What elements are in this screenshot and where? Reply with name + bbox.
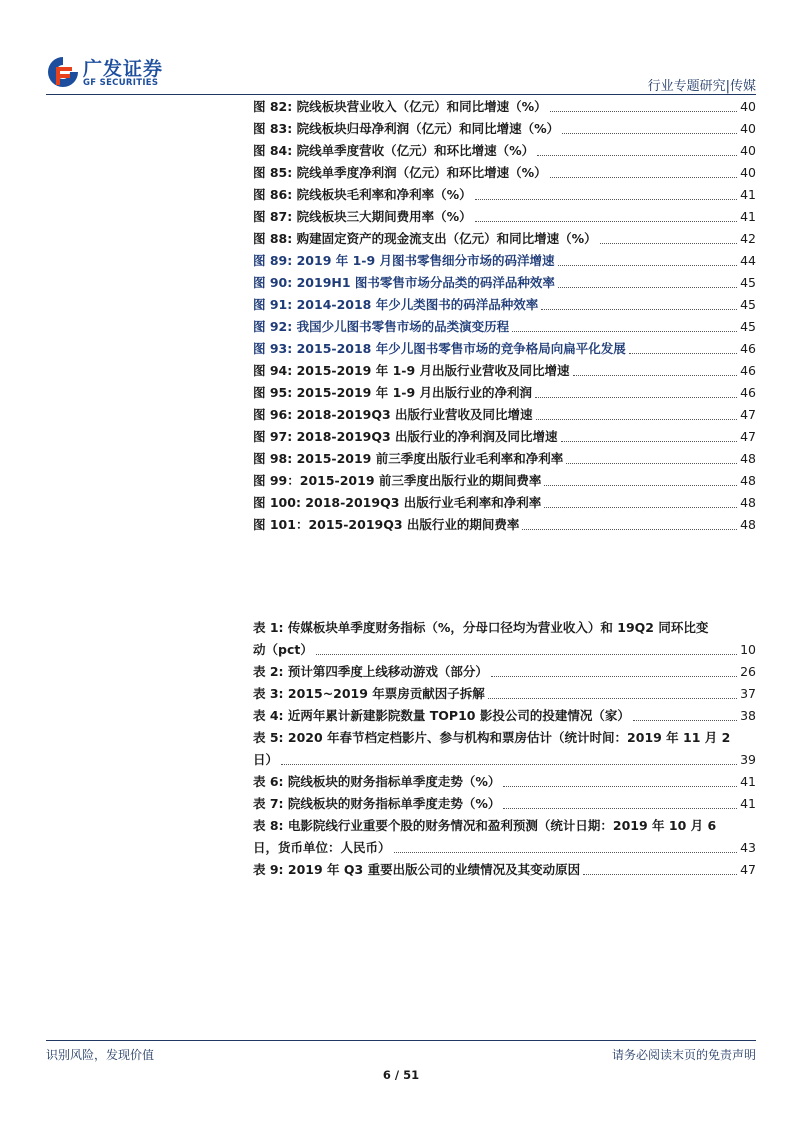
company-logo [46, 52, 174, 94]
dot-leader [316, 654, 737, 655]
toc-entry-label-continued: 日） [253, 752, 279, 767]
toc-entry-page: 40 [740, 143, 756, 158]
toc-entry-page: 42 [740, 231, 756, 246]
logo-english-text: GF SECURITIES [83, 78, 159, 88]
toc-entry[interactable] [253, 492, 756, 514]
dot-leader [522, 529, 737, 530]
toc-entry[interactable] [253, 514, 756, 536]
toc-entry[interactable] [253, 426, 756, 448]
toc-entry-label: 图 89: 2019 年 1-9 月图书零售细分市场的码洋增速 [253, 253, 555, 268]
footer-slogan: 识别风险，发现价值 [46, 1048, 155, 1062]
toc-entry[interactable] [253, 859, 756, 881]
dot-leader [281, 764, 737, 765]
toc-entry[interactable] [253, 815, 756, 859]
toc-entry-label: 表 6: 院线板块的财务指标单季度走势（%） [253, 774, 501, 789]
toc-entry-page: 41 [740, 209, 756, 224]
toc-entry-label: 图 96: 2018-2019Q3 出版行业营收及同比增速 [253, 407, 533, 422]
toc-entry[interactable] [253, 272, 756, 294]
toc-entry[interactable] [253, 382, 756, 404]
dot-leader [541, 309, 737, 310]
footer-disclaimer-note: 请务必阅读末页的免责声明 [611, 1048, 756, 1062]
dot-leader [558, 265, 738, 266]
toc-entry-page: 45 [740, 297, 756, 312]
dot-leader [573, 375, 738, 376]
header-divider [46, 94, 756, 95]
toc-entry[interactable] [253, 184, 756, 206]
toc-entry[interactable] [253, 771, 756, 793]
toc-entry-label: 表 8: 电影院线行业重要个股的财务情况和盈利预测（统计日期：2019 年 10 月 6 [253, 818, 717, 833]
toc-entry-label: 图 94: 2015-2019 年 1-9 月出版行业营收及同比增速 [253, 363, 570, 378]
toc-entry-label: 图 85: 院线单季度净利润（亿元）和环比增速（%） [253, 165, 547, 180]
toc-entry-label: 图 98: 2015-2019 前三季度出版行业毛利率和净利率 [253, 451, 564, 466]
dot-leader [600, 243, 737, 244]
toc-entry-page: 48 [740, 495, 756, 510]
dot-leader [544, 485, 737, 486]
toc-entry-page: 10 [740, 642, 756, 657]
toc-entry[interactable] [253, 338, 756, 360]
toc-entry-page: 37 [740, 686, 756, 701]
toc-entry-label: 图 84: 院线单季度营收（亿元）和环比增速（%） [253, 143, 535, 158]
toc-entry-page: 39 [740, 752, 756, 767]
toc-entry-label: 图 87: 院线板块三大期间费用率（%） [253, 209, 472, 224]
table-index-list [253, 617, 756, 881]
dot-leader [512, 331, 737, 332]
dot-leader [394, 852, 738, 853]
toc-entry[interactable] [253, 705, 756, 727]
toc-entry[interactable] [253, 727, 756, 771]
toc-entry-label: 表 4: 近两年累计新建影院数量 TOP10 影投公司的投建情况（家） [253, 708, 630, 723]
toc-entry-page: 47 [740, 407, 756, 422]
dot-leader [491, 676, 737, 677]
toc-entry-page: 43 [740, 840, 756, 855]
toc-entry[interactable] [253, 118, 756, 140]
dot-leader [537, 155, 737, 156]
toc-entry-label: 表 3: 2015~2019 年票房贡献因子拆解 [253, 686, 485, 701]
dot-leader [544, 507, 737, 508]
toc-entry-label: 图 88: 购建固定资产的现金流支出（亿元）和同比增速（%） [253, 231, 597, 246]
dot-leader [550, 177, 737, 178]
toc-entry-label: 表 7: 院线板块的财务指标单季度走势（%） [253, 796, 501, 811]
report-section-title: 行业专题研究|传媒 [647, 79, 756, 94]
toc-entry-label: 表 2: 预计第四季度上线移动游戏（部分） [253, 664, 488, 679]
toc-entry[interactable] [253, 294, 756, 316]
toc-entry-label: 图 93: 2015-2018 年少儿图书零售市场的竞争格局向扁平化发展 [253, 341, 626, 356]
toc-entry[interactable] [253, 617, 756, 661]
toc-entry[interactable] [253, 360, 756, 382]
toc-entry-label: 表 9: 2019 年 Q3 重要出版公司的业绩情况及其变动原因 [253, 862, 581, 877]
footer-divider [46, 1040, 756, 1041]
dot-leader [583, 874, 737, 875]
dot-leader [558, 287, 737, 288]
toc-entry-label: 图 91: 2014-2018 年少儿类图书的码洋品种效率 [253, 297, 539, 312]
toc-entry[interactable] [253, 206, 756, 228]
toc-entry[interactable] [253, 250, 756, 272]
dot-leader [566, 463, 737, 464]
toc-entry[interactable] [253, 793, 756, 815]
toc-entry-label-continued: 动（pct） [253, 642, 313, 657]
page-header [0, 0, 802, 96]
toc-entry-label: 图 95: 2015-2019 年 1-9 月出版行业的净利润 [253, 385, 533, 400]
figure-index-list [253, 96, 756, 536]
toc-entry-page: 45 [740, 319, 756, 334]
dot-leader [535, 397, 737, 398]
toc-entry[interactable] [253, 404, 756, 426]
logo-chinese-text: 广发证券 [83, 58, 164, 80]
toc-entry[interactable] [253, 470, 756, 492]
toc-entry[interactable] [253, 661, 756, 683]
toc-entry-label: 图 99：2015-2019 前三季度出版行业的期间费率 [253, 473, 542, 488]
toc-entry-page: 41 [740, 187, 756, 202]
toc-entry-label: 图 97: 2018-2019Q3 出版行业的净利润及同比增速 [253, 429, 558, 444]
dot-leader [503, 808, 737, 809]
dot-leader [536, 419, 738, 420]
toc-entry-label: 图 101：2015-2019Q3 出版行业的期间费率 [253, 517, 520, 532]
dot-leader [629, 353, 737, 354]
toc-entry-page: 40 [740, 99, 756, 114]
toc-entry-label: 图 92: 我国少儿图书零售市场的品类演变历程 [253, 319, 510, 334]
toc-entry-page: 47 [740, 429, 756, 444]
toc-entry[interactable] [253, 316, 756, 338]
dot-leader [488, 698, 737, 699]
toc-entry-label: 表 5: 2020 年春节档定档影片、参与机构和票房估计（统计时间：2019 年 11 月 2 [253, 730, 731, 745]
toc-entry-label: 图 82: 院线板块营业收入（亿元）和同比增速（%） [253, 99, 547, 114]
toc-entry-label-continued: 日，货币单位：人民币） [253, 840, 391, 855]
toc-entry-label: 表 1: 传媒板块单季度财务指标（%，分母口径均为营业收入）和 19Q2 同环比变 [253, 620, 709, 635]
toc-entry-page: 47 [740, 862, 756, 877]
dot-leader [475, 199, 737, 200]
toc-entry[interactable] [253, 448, 756, 470]
gf-logo-icon [46, 55, 80, 89]
toc-entry-label: 图 86: 院线板块毛利率和净利率（%） [253, 187, 472, 202]
toc-entry-page: 40 [740, 121, 756, 136]
toc-entry-page: 41 [740, 796, 756, 811]
toc-entry-page: 45 [740, 275, 756, 290]
page-number: 6 / 51 [382, 1068, 420, 1082]
toc-entry-page: 26 [740, 664, 756, 679]
toc-entry-page: 46 [740, 341, 756, 356]
toc-entry-page: 46 [740, 363, 756, 378]
toc-entry-page: 48 [740, 451, 756, 466]
dot-leader [633, 720, 737, 721]
toc-entry-page: 40 [740, 165, 756, 180]
toc-entry-label: 图 100: 2018-2019Q3 出版行业毛利率和净利率 [253, 495, 542, 510]
dot-leader [475, 221, 737, 222]
toc-entry-page: 44 [740, 253, 756, 268]
toc-entry[interactable] [253, 96, 756, 118]
toc-entry-page: 48 [740, 473, 756, 488]
toc-entry-label: 图 90: 2019H1 图书零售市场分品类的码洋品种效率 [253, 275, 555, 290]
toc-entry[interactable] [253, 140, 756, 162]
toc-entry-page: 38 [740, 708, 756, 723]
toc-entry-page: 41 [740, 774, 756, 789]
toc-entry-page: 46 [740, 385, 756, 400]
toc-entry-label: 图 83: 院线板块归母净利润（亿元）和同比增速（%） [253, 121, 560, 136]
dot-leader [561, 441, 738, 442]
toc-entry[interactable] [253, 162, 756, 184]
dot-leader [562, 133, 737, 134]
toc-entry[interactable] [253, 683, 756, 705]
dot-leader [550, 111, 737, 112]
dot-leader [503, 786, 737, 787]
toc-entry-page: 48 [740, 517, 756, 532]
toc-entry[interactable] [253, 228, 756, 250]
